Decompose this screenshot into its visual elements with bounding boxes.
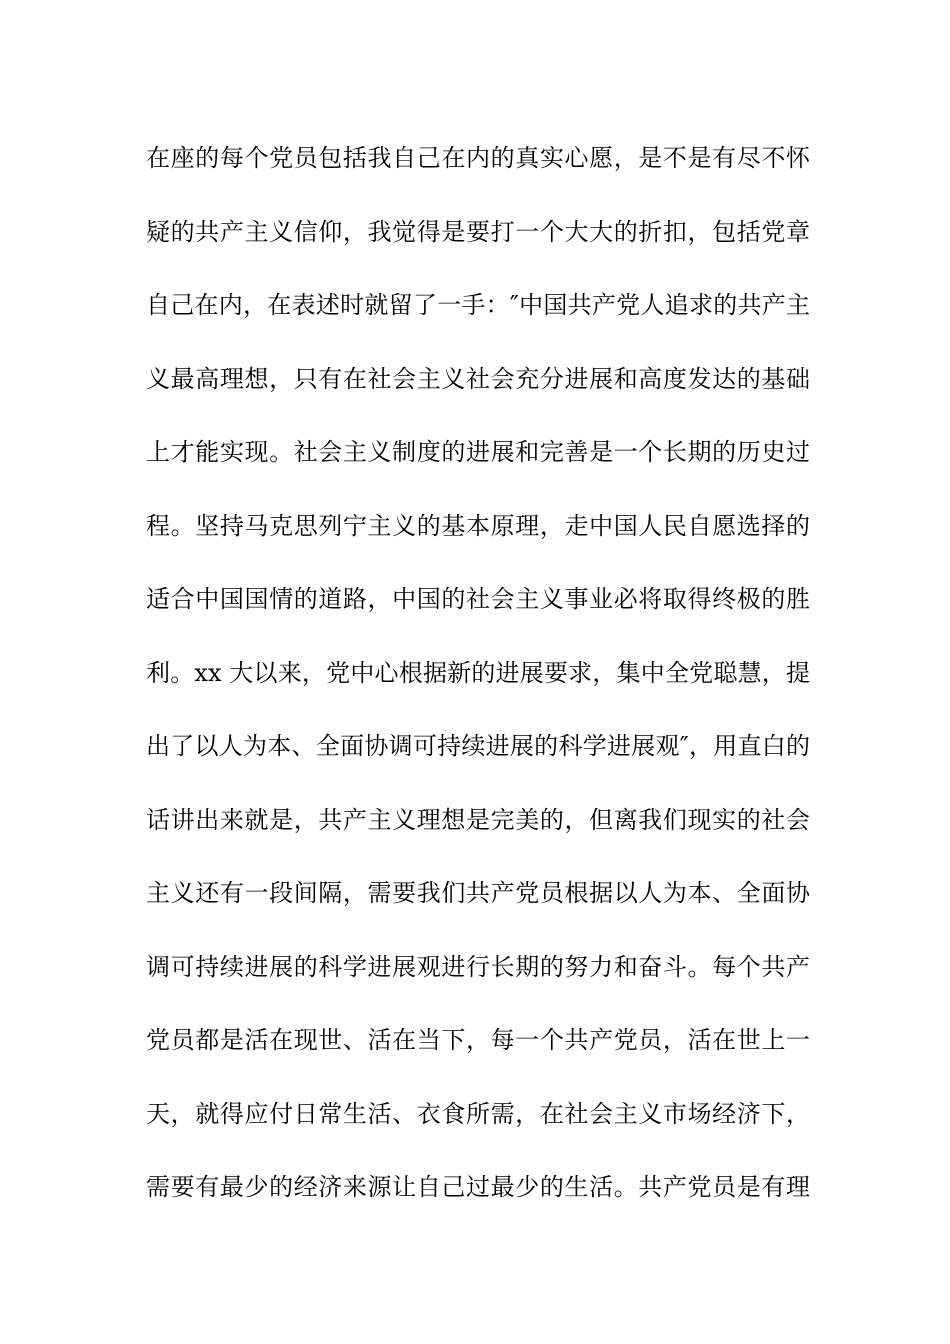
text-line: 调可持续进展的科学进展观进行长期的努力和奋斗。每个共产 xyxy=(146,952,810,981)
text-line: 话讲出来就是，共产主义理想是完美的，但离我们现实的社会 xyxy=(146,805,810,834)
text-line: 程。坚持马克思列宁主义的基本原理，走中国人民自愿选择的 xyxy=(146,511,810,540)
text-line: 自己在内，在表述时就留了一手：″中国共产党人追求的共产主 xyxy=(146,291,810,319)
text-line: 需要有最少的经济来源让自己过最少的生活。共产党员是有理 xyxy=(146,1173,810,1201)
text-line: 天，就得应付日常生活、衣食所需，在社会主义市场经济下， xyxy=(146,1099,810,1128)
body-paragraph xyxy=(146,132,810,1235)
text-line: 利。xx 大以来，党中心根据新的进展要求，集中全党聪慧，提 xyxy=(146,658,810,687)
text-line: 主义还有一段间隔，需要我们共产党员根据以人为本、全面协 xyxy=(146,879,810,907)
text-line: 出了以人为本、全面协调可持续进展的科学进展观″，用直白的 xyxy=(146,732,810,760)
text-line: 义最高理想，只有在社会主义社会充分进展和高度发达的基础 xyxy=(146,364,810,393)
text-line: 疑的共产主义信仰，我觉得是要打一个大大的折扣，包括党章 xyxy=(146,217,810,246)
text-line: 适合中国国情的道路，中国的社会主义事业必将取得终极的胜 xyxy=(146,585,810,613)
text-line: 上才能实现。社会主义制度的进展和完善是一个长期的历史过 xyxy=(146,438,810,466)
text-line: 在座的每个党员包括我自己在内的真实心愿，是不是有尽不怀 xyxy=(146,144,810,172)
text-line: 党员都是活在现世、活在当下，每一个共产党员，活在世上一 xyxy=(146,1026,810,1054)
